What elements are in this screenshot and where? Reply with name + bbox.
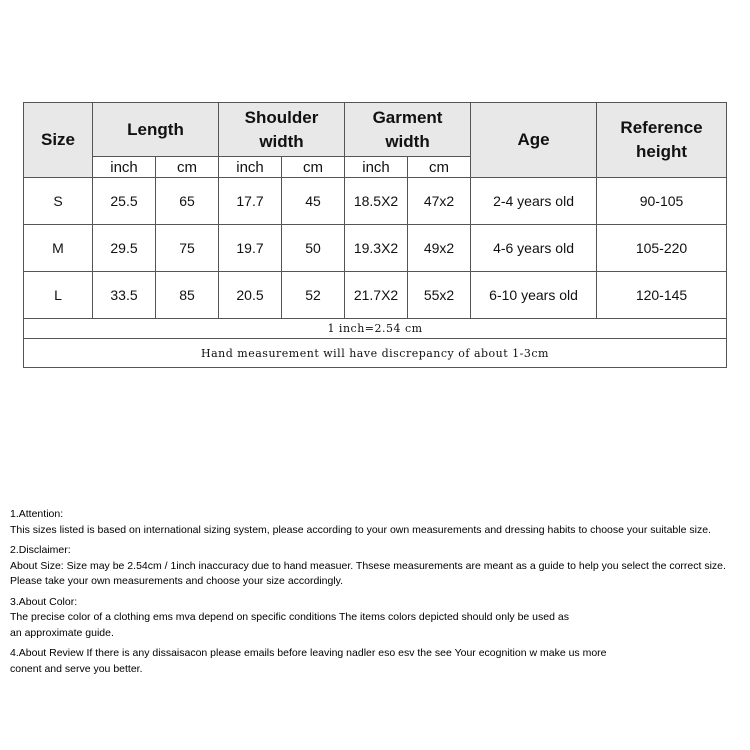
cell-shoulder-inch: 20.5 [219,272,282,319]
discrepancy-note-row [24,339,727,368]
header-row [24,103,727,157]
cell-size: S [24,178,93,225]
cell-age: 4-6 years old [471,225,597,272]
table-row [24,272,727,319]
cell-age: 2-4 years old [471,178,597,225]
cell-age: 6-10 years old [471,272,597,319]
cell-shoulder-cm: 52 [282,272,345,319]
header-reference-height: Reference height [597,103,727,178]
unit-cell: cm [156,157,219,178]
note-line: About Size: Size may be 2.54cm / 1inch inaccuracy due to hand measuer. Thsese measurements are meant as a guide to help you select the correct size. [10,559,726,572]
cell-length-cm: 65 [156,178,219,225]
cell-garment-inch: 18.5X2 [345,178,408,225]
header-age: Age [471,103,597,178]
note-attention [10,507,745,538]
size-chart-table [23,102,727,368]
notes-section [10,507,745,682]
cell-shoulder-inch: 17.7 [219,178,282,225]
note-line: This sizes listed is based on international sizing system, please according to your own measurements and dressing habits to choose your suitable size. [10,523,711,536]
header-length: Length [93,103,219,157]
note-title: 2.Disclaimer: [10,544,71,556]
unit-cell: inch [93,157,156,178]
cell-shoulder-cm: 45 [282,178,345,225]
note-review [10,646,745,677]
note-line: The precise color of a clothing ems mva depend on specific conditions The items colors depicted should only be used as [10,611,569,623]
cell-length-inch: 33.5 [93,272,156,319]
header-size: Size [24,103,93,178]
note-line: Please take your own measurements and choose your size accordingly. [10,575,344,587]
cell-garment-cm: 55x2 [408,272,471,319]
note-line: an approximate guide. [10,626,114,639]
cell-garment-inch: 19.3X2 [345,225,408,272]
note-disclaimer [10,543,745,590]
note-color [10,595,745,642]
cell-length-inch: 29.5 [93,225,156,272]
cell-garment-cm: 49x2 [408,225,471,272]
discrepancy-note: Hand measurement will have discrepancy of about 1-3cm [24,339,727,368]
cell-length-cm: 85 [156,272,219,319]
note-title: 4.About Review If there is any dissaisacon please emails before leaving nadler eso esv the see Your ecognition w make us more [10,647,607,659]
cell-size: M [24,225,93,272]
cell-length-inch: 25.5 [93,178,156,225]
cell-shoulder-cm: 50 [282,225,345,272]
unit-cell: cm [282,157,345,178]
unit-cell: inch [345,157,408,178]
note-title: 3.About Color: [10,595,78,608]
unit-cell: cm [408,157,471,178]
unit-cell: inch [219,157,282,178]
header-shoulder-width: Shoulder width [219,103,345,157]
conversion-note-row [24,319,727,339]
note-title: 1.Attention: [10,508,64,520]
cell-size: L [24,272,93,319]
cell-garment-inch: 21.7X2 [345,272,408,319]
cell-height: 90-105 [597,178,727,225]
table-row [24,225,727,272]
conversion-note: 1 inch=2.54 cm [24,319,727,339]
table-row [24,178,727,225]
header-garment-width: Garment width [345,103,471,157]
cell-height: 120-145 [597,272,727,319]
cell-garment-cm: 47x2 [408,178,471,225]
cell-height: 105-220 [597,225,727,272]
cell-length-cm: 75 [156,225,219,272]
cell-shoulder-inch: 19.7 [219,225,282,272]
note-line: conent and serve you better. [10,662,143,675]
